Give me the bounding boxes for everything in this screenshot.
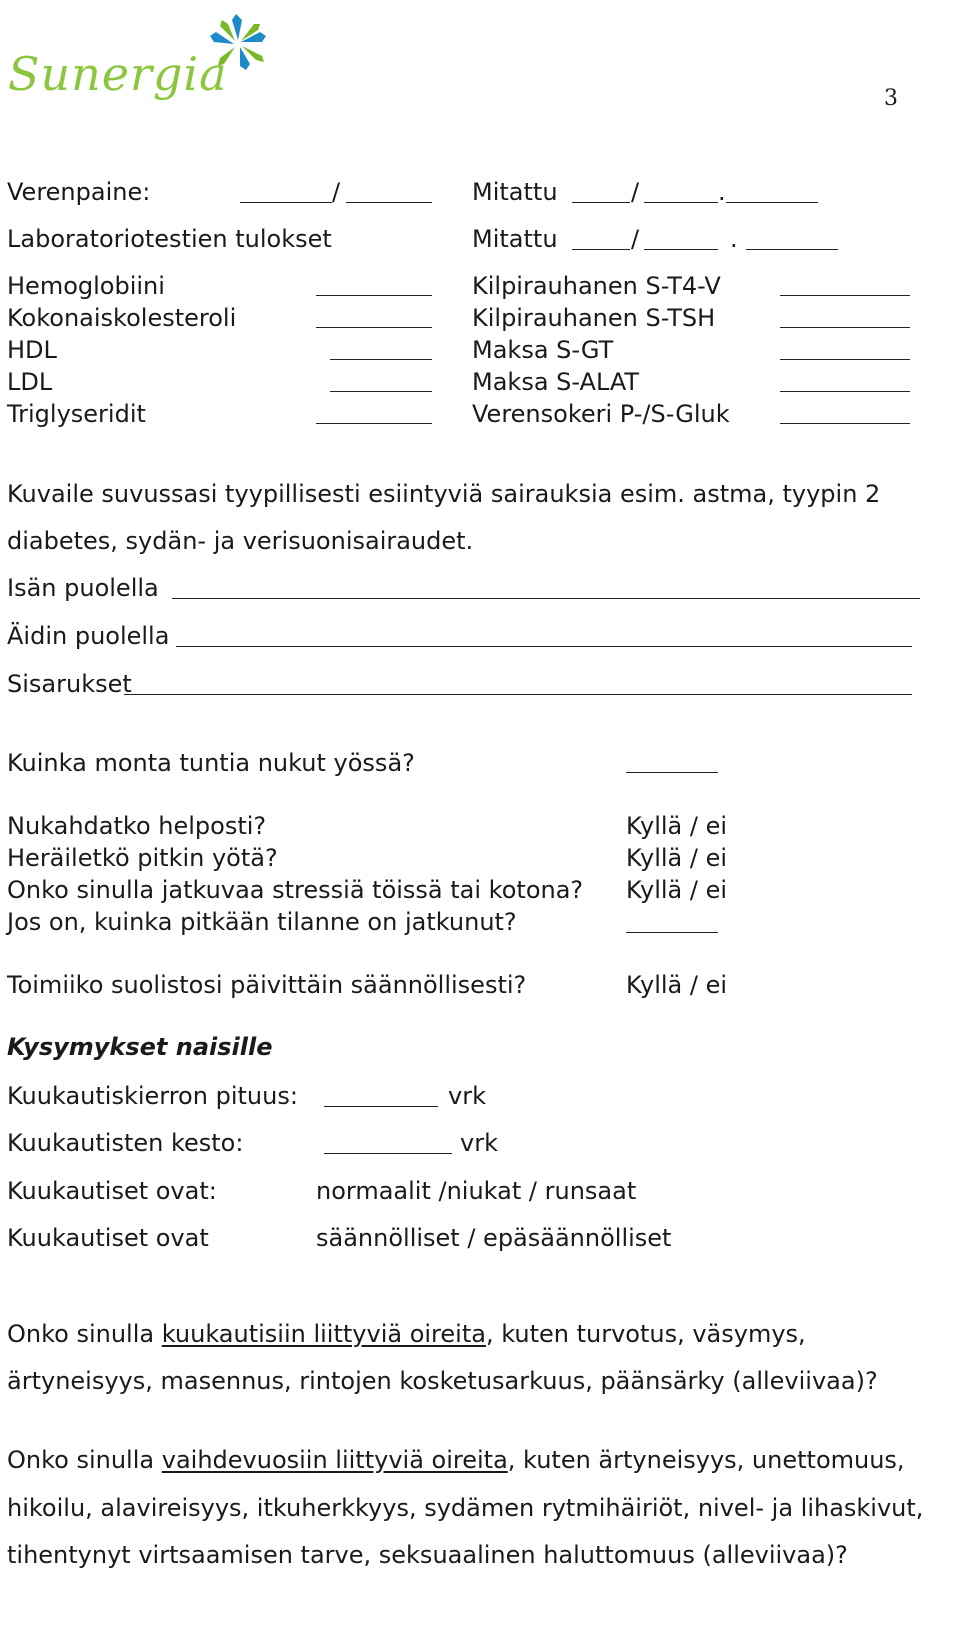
night-waking-answer[interactable]: Kyllä / ei [626, 844, 728, 872]
page-number: 3 [884, 86, 898, 111]
family-question-line2: diabetes, sydän- ja verisuonisairaudet. [7, 527, 474, 555]
siblings-field[interactable] [124, 694, 912, 695]
bp-measured-sep2: . [718, 178, 726, 206]
night-waking-question: Heräiletkö pitkin yötä? [7, 844, 278, 872]
lab-item-total-cholesterol: Kokonaiskolesteroli [7, 304, 237, 332]
period-duration-field[interactable] [324, 1153, 452, 1154]
mother-side-field[interactable] [176, 646, 912, 647]
lab-value-hdl[interactable] [330, 359, 432, 360]
lab-item-t4v: Kilpirauhanen S-T4-V [472, 272, 721, 300]
menopause-symptoms-line3[interactable]: tihentynyt virtsaamisen tarve, seksuaalinen haluttomuus (alleviivaa)? [7, 1541, 848, 1569]
period-regularity-options[interactable]: säännölliset / epäsäännölliset [316, 1224, 672, 1252]
women-heading: Kysymykset naisille [7, 1033, 273, 1061]
menopause-prefix: Onko sinulla [7, 1446, 162, 1474]
bp-measured-sep1: / [631, 178, 640, 206]
lab-measured-year-field[interactable] [746, 249, 838, 250]
bp-measured-day-field[interactable] [572, 202, 630, 203]
period-type-label: Kuukautiset ovat: [7, 1177, 217, 1205]
father-side-label: Isän puolella [7, 574, 159, 602]
menopause-underlined: vaihdevuosiin liittyviä oireita [161, 1446, 508, 1474]
cycle-length-label: Kuukautiskierron pituus: [7, 1082, 298, 1110]
menopause-suffix: , kuten ärtyneisyys, unettomuus, [507, 1446, 905, 1474]
lab-item-ldl: LDL [7, 368, 53, 396]
bowel-question: Toimiiko suolistosi päivittäin säännöllisesti? [7, 971, 527, 999]
stress-duration-question: Jos on, kuinka pitkään tilanne on jatkunut? [7, 908, 517, 936]
lab-item-hdl: HDL [7, 336, 57, 364]
lab-value-triglycerides[interactable] [316, 423, 432, 424]
period-duration-label: Kuukautisten kesto: [7, 1129, 244, 1157]
father-side-field[interactable] [172, 598, 920, 599]
lab-measured-sep2: . [730, 225, 738, 253]
lab-value-ldl[interactable] [330, 391, 432, 392]
period-type-options[interactable]: normaalit /niukat / runsaat [316, 1177, 637, 1205]
lab-value-hemoglobin[interactable] [316, 295, 432, 296]
bp-measured-label: Mitattu [472, 178, 558, 206]
stress-duration-field[interactable] [626, 932, 718, 933]
period-duration-unit: vrk [460, 1129, 498, 1157]
bp-measured-year-field[interactable] [726, 202, 818, 203]
cycle-length-unit: vrk [448, 1082, 486, 1110]
menstrual-symptoms-line2[interactable]: ärtyneisyys, masennus, rintojen kosketusarkuus, päänsärky (alleviivaa)? [7, 1367, 878, 1395]
sleep-hours-field[interactable] [626, 772, 718, 773]
bp-measured-month-field[interactable] [644, 202, 718, 203]
menopause-symptoms-line1 [7, 1446, 905, 1474]
menstrual-suffix: , kuten turvotus, väsymys, [485, 1320, 806, 1348]
lab-value-tsh[interactable] [780, 327, 910, 328]
cycle-length-field[interactable] [324, 1106, 438, 1107]
menopause-symptoms-line2[interactable]: hikoilu, alavireisyys, itkuherkkyys, sydämen rytmihäiriöt, nivel- ja lihaskivut, [7, 1494, 924, 1522]
lab-title: Laboratoriotestien tulokset [7, 225, 332, 253]
bp-diastolic-field[interactable] [346, 202, 432, 203]
family-question-line1: Kuvaile suvussasi tyypillisesti esiintyviä sairauksia esim. astma, tyypin 2 [7, 480, 881, 508]
sleep-hours-question: Kuinka monta tuntia nukut yössä? [7, 749, 415, 777]
menstrual-underlined: kuukautisiin liittyviä oireita [161, 1320, 486, 1348]
bp-systolic-field[interactable] [240, 202, 332, 203]
lab-value-glucose[interactable] [780, 423, 910, 424]
lab-item-glucose: Verensokeri P-/S-Gluk [472, 400, 730, 428]
period-regularity-label: Kuukautiset ovat [7, 1224, 209, 1252]
lab-item-gt: Maksa S-GT [472, 336, 614, 364]
stress-answer[interactable]: Kyllä / ei [626, 876, 728, 904]
menstrual-prefix: Onko sinulla [7, 1320, 162, 1348]
lab-value-t4v[interactable] [780, 295, 910, 296]
menstrual-symptoms-line1 [7, 1320, 806, 1348]
lab-item-alat: Maksa S-ALAT [472, 368, 640, 396]
fall-asleep-question: Nukahdatko helposti? [7, 812, 267, 840]
lab-value-total-cholesterol[interactable] [316, 327, 432, 328]
sunergia-logo [6, 6, 268, 111]
lab-measured-sep1: / [631, 225, 640, 253]
stress-question: Onko sinulla jatkuvaa stressiä töissä tai kotona? [7, 876, 584, 904]
lab-measured-label: Mitattu [472, 225, 558, 253]
siblings-label: Sisarukset [7, 670, 132, 698]
lab-item-tsh: Kilpirauhanen S-TSH [472, 304, 716, 332]
fall-asleep-answer[interactable]: Kyllä / ei [626, 812, 728, 840]
bowel-answer[interactable]: Kyllä / ei [626, 971, 728, 999]
mother-side-label: Äidin puolella [7, 622, 170, 650]
lab-value-gt[interactable] [780, 359, 910, 360]
lab-item-triglycerides: Triglyseridit [7, 400, 146, 428]
logo-text: Sunergia [8, 47, 228, 101]
lab-measured-day-field[interactable] [572, 249, 630, 250]
bp-label: Verenpaine: [7, 178, 151, 206]
bp-sep: / [332, 178, 341, 206]
lab-value-alat[interactable] [780, 391, 910, 392]
lab-measured-month-field[interactable] [644, 249, 718, 250]
lab-item-hemoglobin: Hemoglobiini [7, 272, 165, 300]
